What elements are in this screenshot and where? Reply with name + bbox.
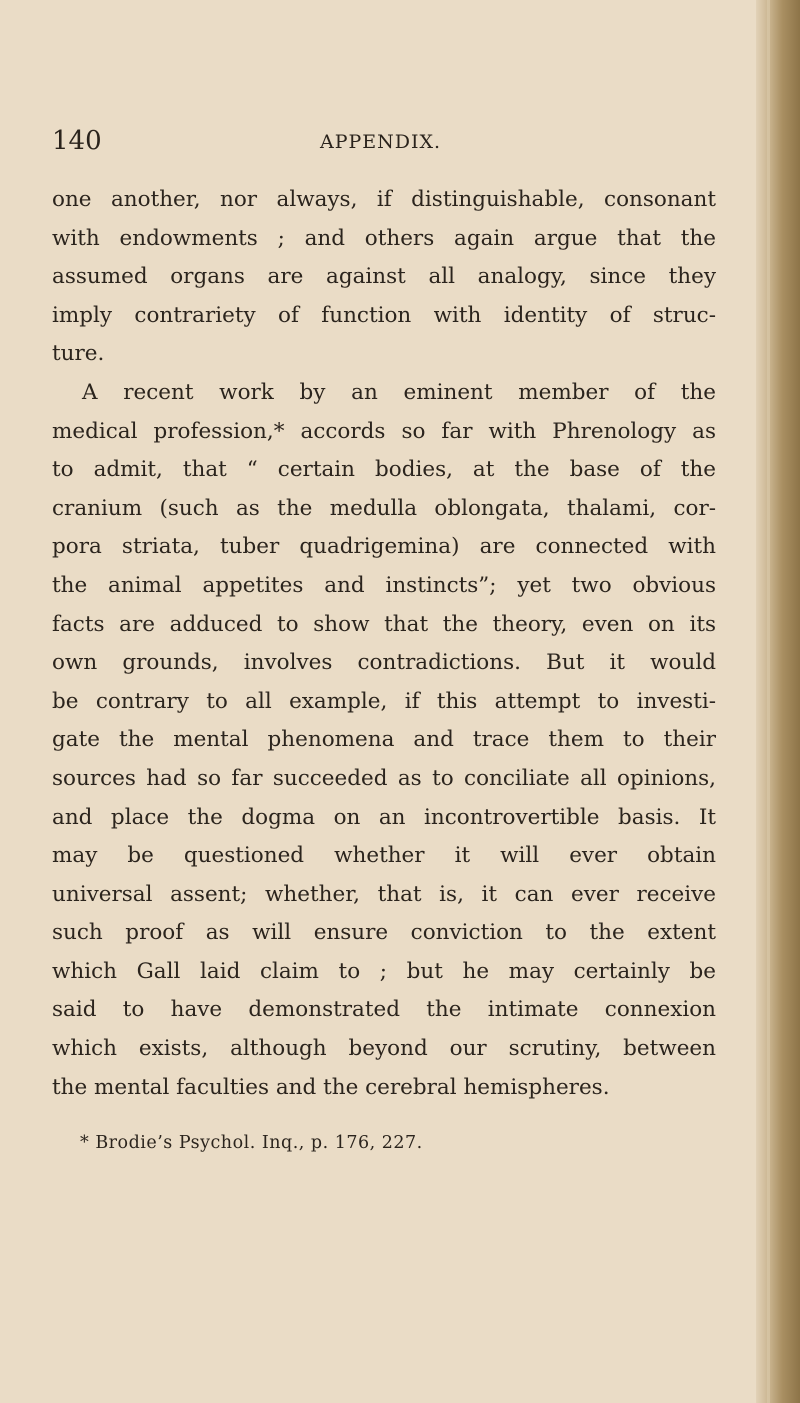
text-line: said to have demonstrated the intimate connexion: [52, 997, 716, 1023]
text-line: which Gall laid claim to ; but he may certainly be: [52, 958, 716, 984]
text-line: the animal appetites and instincts”; yet two obvious: [52, 572, 716, 598]
running-head: [52, 126, 720, 166]
text-line: which exists, although beyond our scrutiny, between: [52, 1036, 716, 1062]
text-line: A recent work by an eminent member of the: [82, 379, 716, 405]
page-gutter-shadow: [756, 0, 800, 1403]
text-line: be contrary to all example, if this attempt to investi-: [52, 688, 716, 714]
running-title: APPENDIX.: [320, 131, 442, 153]
page-edge: [767, 0, 770, 1403]
text-line: to admit, that “ certain bodies, at the base of the: [52, 457, 716, 483]
text-line: sources had so far succeeded as to conciliate all opinions,: [52, 765, 716, 791]
footnote: * Brodie’s Psychol. Inq., p. 176, 227.: [80, 1133, 423, 1153]
text-line: may be questioned whether it will ever obtain: [52, 843, 716, 869]
text-line: ture.: [52, 341, 105, 367]
body-text: [52, 181, 716, 1107]
text-line: gate the mental phenomena and trace them to their: [52, 727, 716, 753]
text-line: cranium (such as the medulla oblongata, thalami, cor-: [52, 495, 716, 521]
text-line: and place the dogma on an incontrovertible basis. It: [52, 804, 716, 830]
text-line: pora striata, tuber quadrigemina) are connected with: [52, 534, 716, 560]
text-line: facts are adduced to show that the theory, even on its: [52, 611, 716, 637]
text-line: the mental faculties and the cerebral hemispheres.: [52, 1074, 610, 1100]
text-line: assumed organs are against all analogy, since they: [52, 264, 716, 290]
text-line: own grounds, involves contradictions. But it would: [52, 650, 716, 676]
text-line: one another, nor always, if distinguishable, consonant: [52, 187, 716, 212]
page-number: 140: [52, 126, 102, 156]
text-line: with endowments ; and others again argue that the: [52, 225, 716, 251]
text-line: medical profession,* accords so far with Phrenology as: [52, 418, 716, 444]
text-line: universal assent; whether, that is, it can ever receive: [52, 881, 716, 907]
text-line: imply contrariety of function with identity of struc-: [52, 302, 716, 328]
text-line: such proof as will ensure conviction to the extent: [52, 920, 716, 946]
